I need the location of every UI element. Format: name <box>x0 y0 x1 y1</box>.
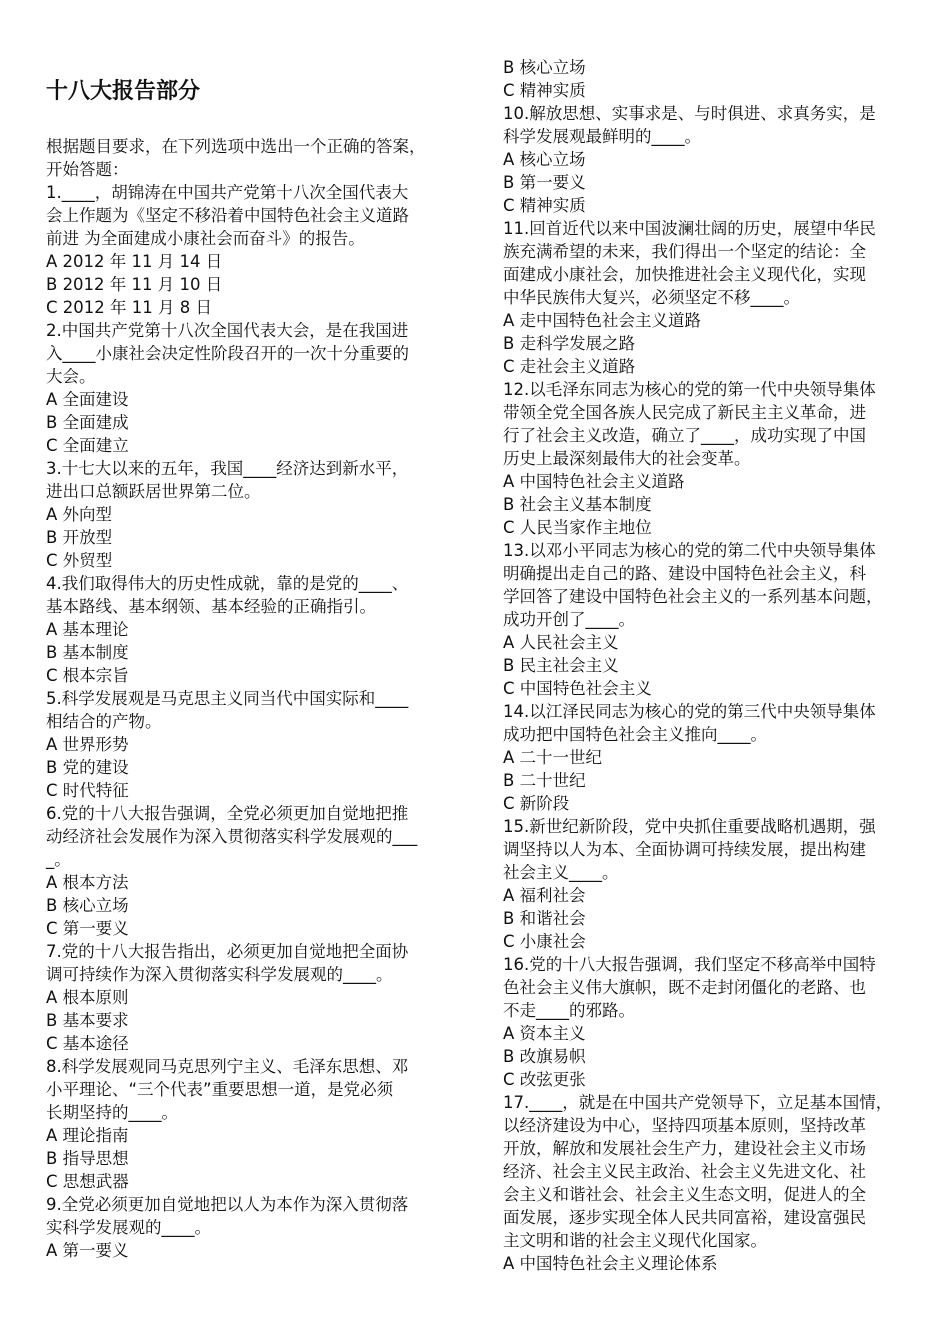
left-column-line: 开始答题： <box>46 160 129 179</box>
right-column-line: 15.新世纪新阶段，党中央抓住重要战略机遇期，强 <box>503 817 876 836</box>
left-column-line: 9.全党必须更加自觉地把以人为本作为深入贯彻落 <box>46 1195 409 1214</box>
right-column-line: C 人民当家作主地位 <box>503 518 652 537</box>
left-column-line: C 全面建立 <box>46 436 129 455</box>
left-column-line: 5.科学发展观是马克思主义同当代中国实际和____ <box>46 689 409 708</box>
left-column-line: _。 <box>46 850 71 869</box>
right-column-line: 科学发展观最鲜明的____。 <box>503 127 701 146</box>
right-column-line: A 资本主义 <box>503 1024 586 1043</box>
left-column-line: 6.党的十八大报告强调，全党必须更加自觉地把推 <box>46 804 409 823</box>
left-column-line: A 理论指南 <box>46 1126 129 1145</box>
right-column-line: B 民主社会主义 <box>503 656 619 675</box>
left-column-line: 3.十七大以来的五年，我国____经济达到新水平， <box>46 459 409 478</box>
right-column-line: 主文明和谐的社会主义现代化国家。 <box>503 1231 767 1250</box>
left-column-line: A 2012 年 11 月 14 日 <box>46 252 223 271</box>
left-column-line: 1.____，胡锦涛在中国共产党第十八次全国代表大 <box>46 183 409 202</box>
page-title: 十八大报告部分 <box>46 79 201 104</box>
right-column-line: B 走科学发展之路 <box>503 334 636 353</box>
left-column-line: B 基本制度 <box>46 643 129 662</box>
right-column-line: A 核心立场 <box>503 150 586 169</box>
left-column-line: C 外贸型 <box>46 551 113 570</box>
left-column-line: 实科学发展观的____。 <box>46 1218 211 1237</box>
left-column-line: A 外向型 <box>46 505 113 524</box>
left-column-line: 基本路线、基本纲领、基本经验的正确指引。 <box>46 597 376 616</box>
right-column-line: 12.以毛泽东同志为核心的党的第一代中央领导集体 <box>503 380 876 399</box>
right-column-line: 开放，解放和发展社会生产力，建设社会主义市场 <box>503 1139 866 1158</box>
left-column-line: B 开放型 <box>46 528 113 547</box>
right-column-line: 16.党的十八大报告强调，我们坚定不移高举中国特 <box>503 955 876 974</box>
right-column-line: 调坚持以人为本、全面协调可持续发展，提出构建 <box>503 840 866 859</box>
left-column-line: 根据题目要求，在下列选项中选出一个正确的答案， <box>46 137 426 156</box>
right-column-line: B 改旗易帜 <box>503 1047 586 1066</box>
right-column-line: C 精神实质 <box>503 196 586 215</box>
left-column-line: B 全面建成 <box>46 413 129 432</box>
left-column-line: 调可持续作为深入贯彻落实科学发展观的____。 <box>46 965 393 984</box>
left-column-line: 动经济社会发展作为深入贯彻落实科学发展观的___ <box>46 827 418 846</box>
right-column-line: 会主义和谐社会、社会主义生态文明，促进人的全 <box>503 1185 866 1204</box>
left-column-line: 相结合的产物。 <box>46 712 162 731</box>
right-column-line: 行了社会主义改造，确立了____，成功实现了中国 <box>503 426 866 445</box>
left-column-line: 2.中国共产党第十八次全国代表大会，是在我国进 <box>46 321 409 340</box>
right-column-line: 社会主义____。 <box>503 863 619 882</box>
right-column-line: 面发展，逐步实现全体人民共同富裕，建设富强民 <box>503 1208 866 1227</box>
left-column-line: A 根本原则 <box>46 988 129 1007</box>
right-column-line: 17.____，就是在中国共产党领导下，立足基本国情， <box>503 1093 893 1112</box>
right-column-line: 14.以江泽民同志为核心的党的第三代中央领导集体 <box>503 702 876 721</box>
left-column-line: 会上作题为《坚定不移沿着中国特色社会主义道路 <box>46 206 409 225</box>
right-column-line: B 二十世纪 <box>503 771 586 790</box>
left-column-line: C 时代特征 <box>46 781 129 800</box>
left-column-line: B 2012 年 11 月 10 日 <box>46 275 223 294</box>
left-column-line: A 世界形势 <box>46 735 129 754</box>
left-column-line: 8.科学发展观同马克思列宁主义、毛泽东思想、邓 <box>46 1057 409 1076</box>
right-column-line: A 人民社会主义 <box>503 633 619 652</box>
right-column-line: 成功把中国特色社会主义推向____。 <box>503 725 767 744</box>
right-column-line: A 中国特色社会主义道路 <box>503 472 685 491</box>
left-column-line: A 全面建设 <box>46 390 129 409</box>
right-column-line: A 二十一世纪 <box>503 748 603 767</box>
left-column-line: 入____小康社会决定性阶段召开的一次十分重要的 <box>46 344 409 363</box>
left-column-line: A 根本方法 <box>46 873 129 892</box>
right-column-line: C 改弦更张 <box>503 1070 586 1089</box>
left-column-line: C 思想武器 <box>46 1172 129 1191</box>
right-column-line: 11.回首近代以来中国波澜壮阔的历史，展望中华民 <box>503 219 876 238</box>
right-column-line: A 中国特色社会主义理论体系 <box>503 1254 718 1273</box>
left-column-line: C 第一要义 <box>46 919 129 938</box>
right-column-line: B 核心立场 <box>503 58 586 77</box>
left-column-line: 4.我们取得伟大的历史性成就，靠的是党的____、 <box>46 574 409 593</box>
right-column-line: 经济、社会主义民主政治、社会主义先进文化、社 <box>503 1162 866 1181</box>
right-column-line: 不走____的邪路。 <box>503 1001 635 1020</box>
left-column-line: A 第一要义 <box>46 1241 129 1260</box>
right-column-line: B 社会主义基本制度 <box>503 495 652 514</box>
left-column-line: B 基本要求 <box>46 1011 129 1030</box>
left-column-line: C 基本途径 <box>46 1034 129 1053</box>
left-column-line: 长期坚持的____。 <box>46 1103 178 1122</box>
left-column-line: B 核心立场 <box>46 896 129 915</box>
right-column-line: 带领全党全国各族人民完成了新民主主义革命，进 <box>503 403 866 422</box>
right-column-line: B 和谐社会 <box>503 909 586 928</box>
right-column-line: C 中国特色社会主义 <box>503 679 652 698</box>
left-column-line: 前进 为全面建成小康社会而奋斗》的报告。 <box>46 229 365 248</box>
left-column-line: C 根本宗旨 <box>46 666 129 685</box>
left-column-line: 大会。 <box>46 367 96 386</box>
right-column-line: 历史上最深刻最伟大的社会变革。 <box>503 449 751 468</box>
left-column-line: B 指导思想 <box>46 1149 129 1168</box>
right-column-line: C 走社会主义道路 <box>503 357 636 376</box>
right-column-line: 10.解放思想、实事求是、与时俱进、求真务实，是 <box>503 104 876 123</box>
left-column-line: A 基本理论 <box>46 620 129 639</box>
left-column-line: 小平理论、“三个代表”重要思想一道，是党必须 <box>46 1080 394 1099</box>
right-column-line: 色社会主义伟大旗帜，既不走封闭僵化的老路、也 <box>503 978 866 997</box>
left-column-line: 7.党的十八大报告指出，必须更加自觉地把全面协 <box>46 942 409 961</box>
left-column-line: B 党的建设 <box>46 758 129 777</box>
right-column-line: 13.以邓小平同志为核心的党的第二代中央领导集体 <box>503 541 876 560</box>
right-column <box>503 56 915 1275</box>
left-column-line: 进出口总额跃居世界第二位。 <box>46 482 261 501</box>
right-column-line: C 精神实质 <box>503 81 586 100</box>
right-column-line: 学回答了建设中国特色社会主义的一系列基本问题， <box>503 587 883 606</box>
right-column-line: 明确提出走自己的路、建设中国特色社会主义，科 <box>503 564 866 583</box>
right-column-line: 族充满希望的未来，我们得出一个坚定的结论：全 <box>503 242 866 261</box>
right-column-line: 面建成小康社会，加快推进社会主义现代化，实现 <box>503 265 866 284</box>
right-column-line: B 第一要义 <box>503 173 586 192</box>
right-column-line: 中华民族伟大复兴，必须坚定不移____。 <box>503 288 800 307</box>
right-column-line: 成功开创了____。 <box>503 610 635 629</box>
right-column-line: C 小康社会 <box>503 932 586 951</box>
left-column-line: C 2012 年 11 月 8 日 <box>46 298 212 317</box>
right-column-line: C 新阶段 <box>503 794 570 813</box>
right-column-line: 以经济建设为中心，坚持四项基本原则，坚持改革 <box>503 1116 866 1135</box>
right-column-line: A 走中国特色社会主义道路 <box>503 311 702 330</box>
left-column <box>46 135 444 1262</box>
right-column-line: A 福利社会 <box>503 886 586 905</box>
